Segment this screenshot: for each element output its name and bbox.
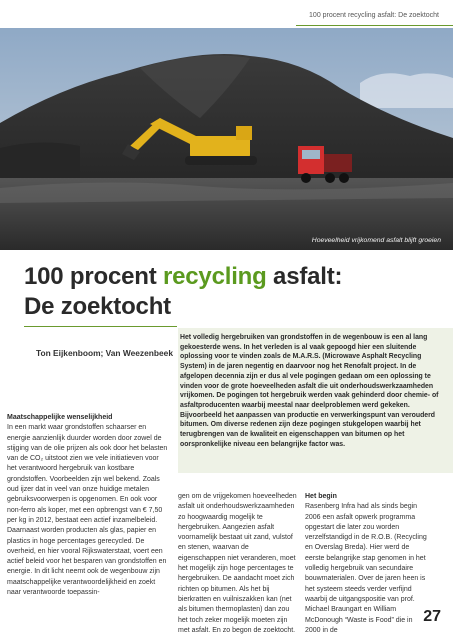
intro-paragraph: Het volledig hergebruiken van grondstoffen in de wegenbouw is een al lang gekoesterde wens. In het verleden is al vaak gepoogd hier een sluitende oplossing voor te vinden zoals de M.A.R.S. (Microwave Asphalt Recycling System) in de jaren negentig en daarvoor nog het Renofalt project. In de afgelopen decennia zijn er dus al vele pogingen gedaan om een oplossing te vinden voor de grote hoeveelheden asfalt die uit onderhoudswerkzaamheden vrijkomen. De pogingen tot hergebruik werden vaak gehinderd door chemie- of asfaltproducenten waarbij meestal naar deelproblemen werd gekeken. Bijvoorbeeld het aanpassen van productie en verwerkingspunt van verouderd bitumen. Om diverse redenen zijn deze pogingen stukgelopen waarbij het terugbrengen van de kwaliteit en eigenschappen van bitumen op het oorspronkelijke niveau een belangrijke factor was. (180, 334, 439, 448)
column-3 (305, 492, 427, 636)
title-line-2: De zoektocht (24, 293, 171, 320)
article-authors: Ton Eijkenboom; Van Weezenbeek (36, 348, 173, 358)
title-divider (24, 326, 177, 327)
header-divider (296, 25, 453, 26)
title-part-2: asfalt: (266, 263, 343, 290)
title-accent-word: recycling (163, 263, 267, 290)
photo-caption: Hoeveelheid vrijkomend asfalt blijft groeien (311, 237, 441, 244)
body-text: In een markt waar grondstoffen schaarser en energie aanzienlijk duurder worden door zowel de stijging van de olie prijzen als ook door het belasten van de CO₂ uitstoot zien we vele initiatieven voor het verantwoord hergebruik van kostbare grondstoffen. Voorbeelden zijn wel bekend. Zoals oud ijzer dat in veel van onze huidige metalen gebruiksvoorwerpen is opgenomen. En ook voor non-ferro als koper, met een opbrengst van € 7,50 per kg in 2012, bestaat een actief inzamelbeleid. Daarnaast worden producten als glas, papier en plastics in hoge percentages gerecycled. De overheid, en hier vooral Rijkswaterstaat, voert een actief beleid voor het besparen van grondstoffen en energie. In dit licht neemt ook de wegenbouw zijn maatschappelijke verantwoordelijkheid en zoekt naar verantwoorde toepassin- (7, 424, 168, 597)
running-header: 100 procent recycling asfalt: De zoektocht (309, 12, 439, 19)
body-text: Rasenberg Infra had als sinds begin 2006 een asfalt opwerk programma opgestart die later zou worden verzelfstandigd in de R.O.B. (Recycling en Overslag Breda). Hier werd de eerste belangrijke stap genomen in het volledig hergebruik van secundaire bouwmaterialen. Over de jaren heen is het systeem steeds verder verfijnd waarbij de uitgangspositie van prof. Michael Braungart en William McDonough “Waste is Food” die in 2000 in de (305, 503, 427, 634)
column-2 (178, 492, 298, 636)
article-title (24, 262, 444, 322)
stockpile-photo-illustration (0, 28, 453, 250)
body-text: gen om de vrijgekomen hoeveelheden asfalt uit onderhoudswerkzaamheden zo hoogwaardig mogelijk te hergebruiken. Aangezien asfalt voornamelijk bestaat uit zand, vulstof en stenen, waarvan de eigenschappen niet veranderen, moet het mogelijk zijn hoge percentages te hergebruiken. De aandacht moet zich richten op bitumen. Als het bij bierkratten en vuilniszakken kan (net als bitumen thermoplasten) dan zou het toch zeker mogelijk moeten zijn met asfalt. En zo begon de zoektocht. (178, 493, 297, 634)
page-number: 27 (423, 608, 441, 625)
section-heading: Het begin (305, 493, 337, 500)
title-part-1: 100 procent (24, 263, 163, 290)
section-heading: Maatschappelijke wenselijkheid (7, 414, 113, 421)
article-photo (0, 28, 453, 250)
column-1 (7, 413, 169, 598)
